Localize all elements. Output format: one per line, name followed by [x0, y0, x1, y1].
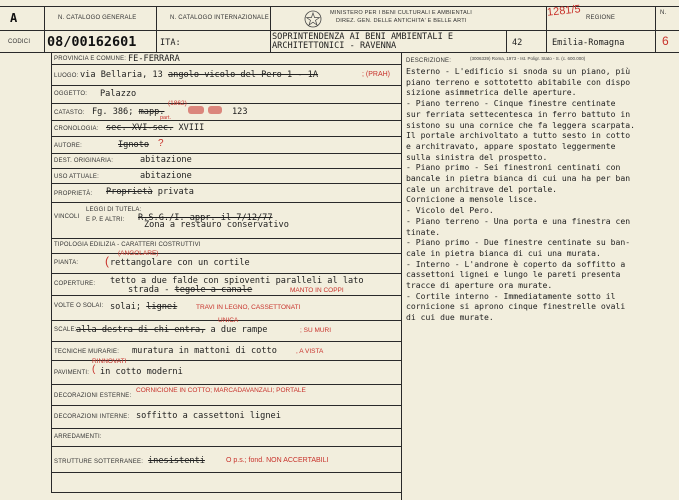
- pianta-label: PIANTA:: [54, 260, 79, 266]
- rule: [51, 202, 401, 203]
- oggetto-value: Palazzo: [100, 89, 137, 99]
- decor-est-label: DECORAZIONI ESTERNE:: [54, 393, 132, 399]
- descrizione-line: bancale in pietra bianca di cui una ha per ban: [406, 173, 631, 183]
- descrizione-line: tracce di aperture ora murate.: [406, 280, 553, 290]
- soprintendenza-line-1: SOPRINTENDENZA AI BENI AMBIENTALI E: [272, 32, 454, 42]
- luogo-struck: angolo vicolo del Pero 1 - 1A: [167, 70, 319, 80]
- cat-internazionale-label: N. CATALOGO INTERNAZIONALE: [170, 15, 269, 21]
- strutture-note: O p.s.; fond. NON ACCERTABILI: [226, 457, 329, 464]
- rule: [51, 253, 401, 254]
- descrizione-line: piano terreno e sottotetto abitabile con dispo: [406, 76, 631, 87]
- volte-value: [110, 302, 177, 312]
- luogo-note: ; (PRAH): [362, 71, 390, 78]
- tecniche-value: muratura in mattoni di cotto: [132, 346, 277, 356]
- dest-label: DEST. ORIGINARIA:: [54, 158, 114, 164]
- coperture-struck: tegole a canale: [174, 285, 253, 295]
- cronologia-value: [106, 123, 204, 133]
- rule: [51, 295, 401, 296]
- rule: [51, 384, 401, 385]
- catasto-part: part.: [160, 115, 172, 121]
- pianta-value: rettangolare con un cortile: [110, 258, 250, 268]
- descrizione-line: - Cortile interno - Immediatamente sotto il: [406, 290, 616, 301]
- luogo-label: LUOGO:: [54, 73, 79, 79]
- scale-struck: alla destra di chi entra,: [76, 325, 206, 335]
- rule: [51, 273, 401, 274]
- strutture-value: [148, 456, 205, 466]
- rule: [51, 168, 401, 169]
- descrizione-line: sulla sinistra del prospetto.: [406, 151, 548, 162]
- rule: [51, 492, 401, 493]
- rule: [51, 472, 401, 473]
- descrizione-line: - Piano terreno - Cinque finestre centinate: [406, 98, 616, 109]
- proprieta-value: [106, 187, 194, 197]
- catasto-struck: mapp.: [138, 107, 165, 117]
- rule: [655, 6, 656, 52]
- autore-value: [118, 140, 149, 150]
- uso-label: USO ATTUALE:: [54, 174, 99, 180]
- ministry-line-1: MINISTERO PER I BENI CULTURALI E AMBIENTALI: [330, 10, 473, 16]
- rule: [51, 136, 401, 137]
- descrizione-line: - Interno - L'androne è coperto da soffitto a: [406, 258, 626, 269]
- descrizione-line: - Piano terreno - Una porta e una finestra cen: [406, 215, 631, 226]
- strutture-struck: inesistenti: [148, 456, 205, 466]
- column-divider: [401, 52, 402, 500]
- descrizione-line: Il portale archivoltato a tutto sesto in cotto: [406, 130, 631, 141]
- provincia-label: PROVINCIA E COMUNE:: [54, 56, 127, 62]
- descrizione-line: cale in pietra bianca di cui una murata.: [406, 247, 601, 258]
- autore-struck: Ignoto: [118, 140, 150, 150]
- rule: [506, 30, 507, 52]
- coperture-label: COPERTURE:: [54, 281, 96, 287]
- tecniche-label: TECNICHE MURARIE:: [54, 349, 120, 355]
- descrizione-line: - Vicolo del Pero.: [406, 205, 494, 216]
- decor-int-value: soffitto a cassettoni lignei: [136, 411, 281, 421]
- vincoli-label: VINCOLI: [54, 214, 80, 220]
- descrizione-line: sistono su una cornice che fa leggera scarpata.: [406, 119, 636, 130]
- catasto-foglio: Fg. 386;: [92, 107, 134, 117]
- pavimenti-note: RINNOVATI: [92, 358, 127, 365]
- rule: [51, 405, 401, 406]
- descrizione-line: - Piano primo - Due finestre centinate su ban-: [406, 237, 631, 248]
- scale-label: SCALE:: [54, 327, 77, 333]
- descrizione-line: Esterno - L'edificio si snoda su un piano, più: [406, 66, 631, 76]
- label-divider: [51, 52, 52, 492]
- soprintendenza-line-2: ARCHITETTONICI - RAVENNA: [272, 41, 397, 51]
- epaltri-label: E P. E ALTRI:: [86, 217, 125, 223]
- rule: [51, 120, 401, 121]
- coperture-note: MANTO IN COPPI: [290, 287, 344, 294]
- descrizione-line: sizione asimmetrica delle aperture.: [406, 87, 577, 98]
- n-label: N.: [660, 10, 667, 16]
- descrizione-line: sur ferriata settecentesca in ferro battuto in: [406, 108, 631, 119]
- descrizione-line: tinate.: [406, 226, 441, 237]
- rule: [51, 153, 401, 154]
- red-scribble: [188, 106, 204, 114]
- catasto-note: (1862): [168, 100, 187, 107]
- catasto-value: [92, 107, 164, 117]
- dest-value: abitazione: [140, 155, 192, 165]
- scale-note-top: UNICA: [218, 317, 239, 324]
- catasto-label: CATASTO:: [54, 110, 85, 116]
- print-info: (3006339) Roma, 1973 - Ist. Poligr. Stato - S. (c. 600.000): [470, 56, 586, 61]
- region-code: 42: [512, 38, 523, 48]
- volte-note: TRAVI IN LEGNO, CASSETTONATI: [196, 304, 301, 311]
- proprieta-privata: privata: [157, 187, 194, 197]
- proprieta-struck: Proprietà: [106, 187, 153, 197]
- vincoli-line-1: R.S.G./I. appr. il 7/12/77: [138, 213, 273, 223]
- arredamenti-label: ARREDAMENTI:: [54, 434, 102, 440]
- red-scribble: [208, 106, 222, 114]
- rule: [0, 30, 679, 31]
- rule: [51, 85, 401, 86]
- rule: [270, 6, 271, 52]
- rule: [156, 6, 157, 52]
- ministry-line-2: DIREZ. GEN. DELLE ANTICHITA' E BELLE ARTI: [336, 18, 467, 24]
- uso-value: abitazione: [140, 171, 192, 181]
- cronologia-label: CRONOLOGIA:: [54, 126, 99, 132]
- decor-int-label: DECORAZIONI INTERNE:: [54, 414, 130, 420]
- coperture-strada: strada -: [128, 285, 170, 295]
- descrizione-label: DESCRIZIONE:: [406, 58, 452, 64]
- side-number: 6: [662, 34, 669, 48]
- rule: [51, 238, 401, 239]
- descrizione-line: e architravato, appare spostato leggermente: [406, 140, 616, 151]
- rule: [51, 446, 401, 447]
- scale-value: [76, 325, 267, 335]
- ita-label: ITA:: [160, 38, 181, 48]
- rule: [51, 341, 401, 342]
- handwritten-number: 1281/5: [546, 3, 582, 19]
- pavimenti-value: in cotto moderni: [100, 367, 183, 377]
- rule: [51, 64, 401, 65]
- cronologia-struck: sec. XVI-sec.: [106, 123, 174, 133]
- autore-label: AUTORE:: [54, 143, 82, 149]
- descrizione-line: di cui due murate.: [406, 312, 494, 323]
- luogo-address: via Bellaria, 13: [80, 70, 163, 80]
- rule: [44, 6, 45, 52]
- oggetto-label: OGGETTO:: [54, 91, 88, 97]
- tipologia-label: TIPOLOGIA EDILIZIA - CARATTERI COSTRUTTIVI: [54, 242, 201, 248]
- vincoli-line-2: Zona a restauro conservativo: [144, 220, 289, 230]
- volte-solai: solai;: [110, 302, 142, 312]
- scale-note: ; SU MURI: [300, 327, 332, 334]
- rule: [51, 183, 401, 184]
- provincia-value: FE-FERRARA: [128, 54, 180, 64]
- pavimenti-label: PAVIMENTI:: [54, 370, 90, 376]
- proprieta-label: PROPRIETÀ:: [54, 191, 93, 197]
- decor-est-note: CORNICIONE IN COTTO; MARCADAVANZALI; PORTALE: [136, 387, 306, 394]
- codici-label: CODICI: [8, 39, 31, 45]
- republic-emblem-icon: [302, 9, 324, 29]
- regione-value: Emilia-Romagna: [552, 38, 625, 48]
- coperture-line-1: tetto a due falde con spioventi paralleli al lato: [110, 276, 364, 286]
- sheet-letter: A: [10, 11, 18, 25]
- cronologia-century: XVIII: [178, 123, 205, 133]
- rule: [0, 52, 679, 53]
- regione-label: REGIONE: [586, 15, 616, 21]
- volte-label: VOLTE O SOLAI:: [54, 303, 104, 309]
- volte-struck: lignei: [146, 302, 178, 312]
- strutture-label: STRUTTURE SOTTERRANEE:: [54, 459, 144, 465]
- catasto-number: 123: [232, 107, 248, 117]
- luogo-value: [80, 70, 318, 80]
- descrizione-line: cornicione si aprono cinque finestrelle ovali: [406, 301, 626, 312]
- cat-generale-label: N. CATALOGO GENERALE: [58, 15, 137, 21]
- tecniche-note: , A VISTA: [296, 348, 324, 355]
- autore-note: ?: [158, 138, 164, 149]
- descrizione-line: Cornicione a mensole lisce.: [406, 194, 538, 205]
- leggi-label: LEGGI DI TUTELA:: [86, 207, 142, 213]
- pianta-note: (ANGOLARE): [118, 250, 159, 257]
- red-insert-mark: (: [105, 254, 109, 268]
- descrizione-line: - Piano primo - Sei finestroni centinati con: [406, 162, 621, 173]
- coperture-line-2: [128, 285, 252, 295]
- descrizione-line: cale un architrave del portale.: [406, 183, 558, 194]
- rule: [51, 103, 401, 104]
- descrizione-line: cassettoni lignei e lungo le pareti presenta: [406, 269, 621, 280]
- codice-value: 08/00162601: [47, 34, 137, 50]
- scale-rampe: a due rampe: [210, 325, 268, 335]
- red-insert-mark: (: [92, 364, 96, 375]
- rule: [51, 428, 401, 429]
